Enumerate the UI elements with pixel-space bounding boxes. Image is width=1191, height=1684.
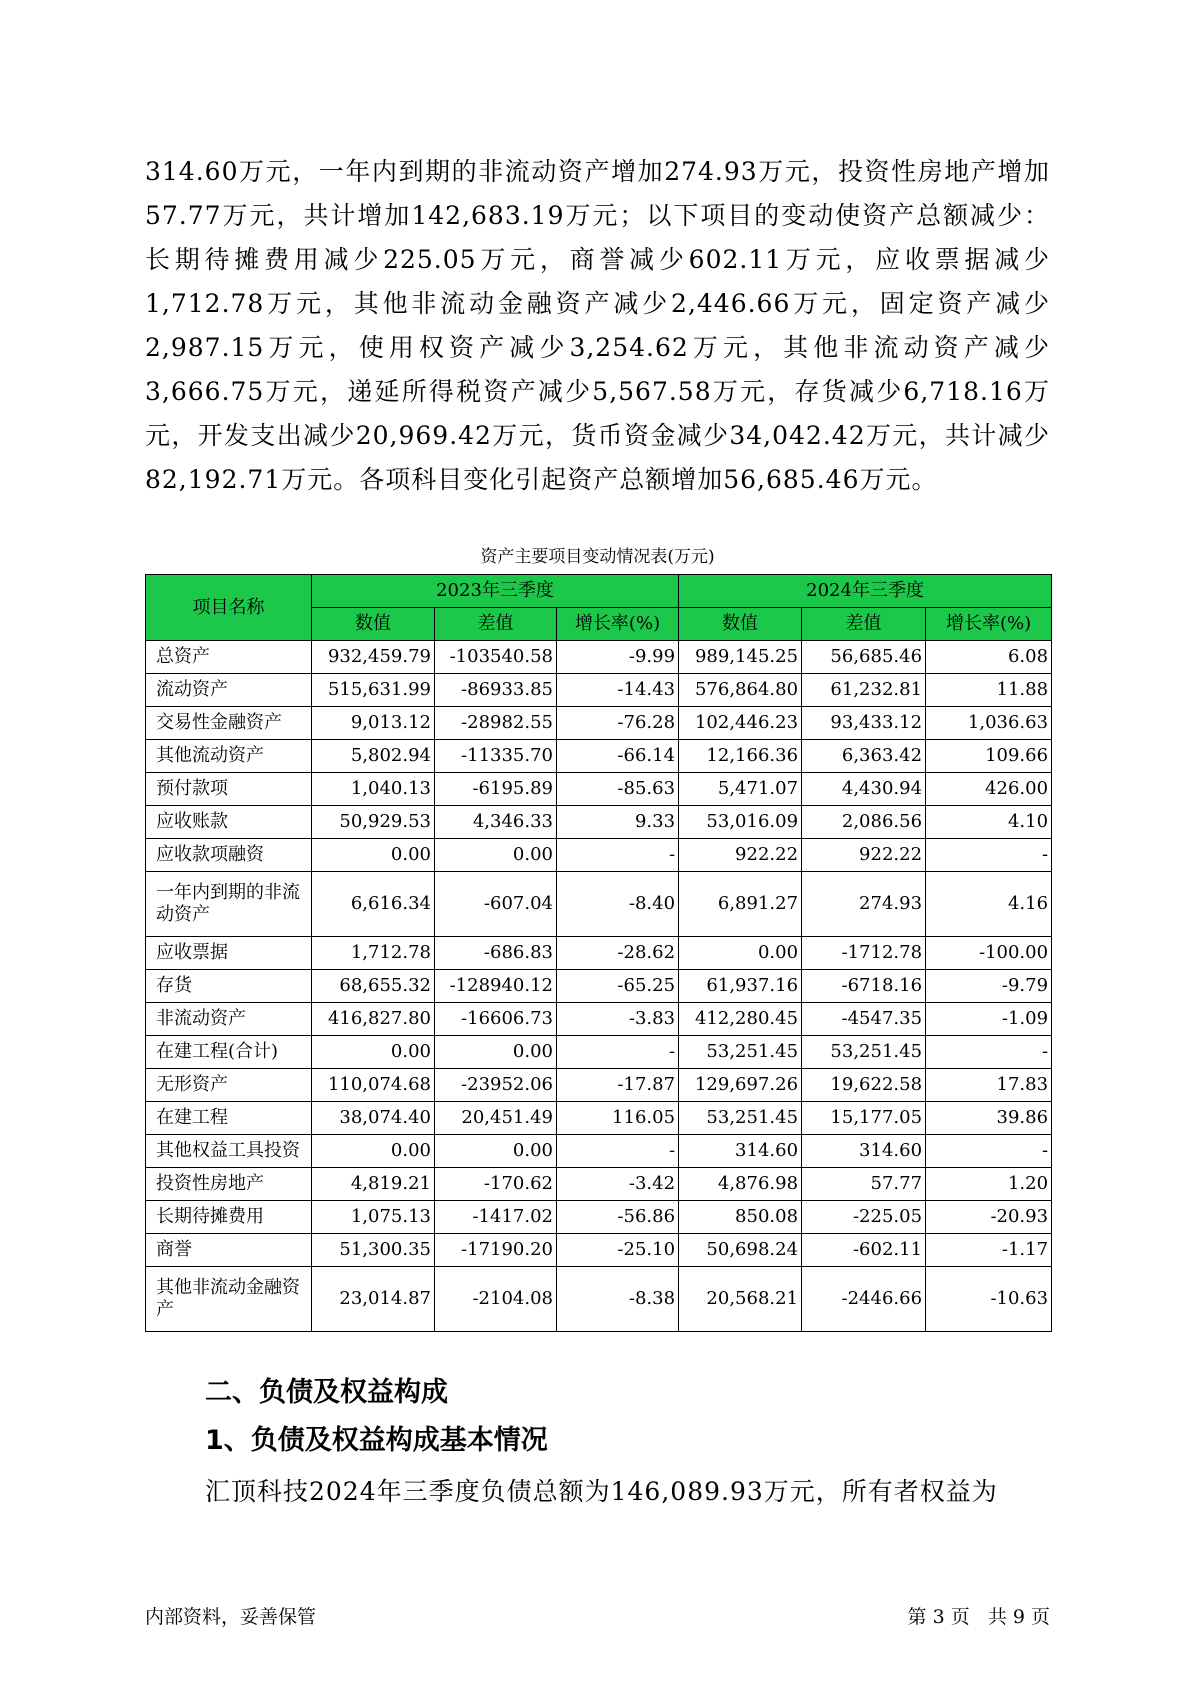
- cell-value-2024: 412,280.45: [679, 1003, 802, 1036]
- cell-diff-2024: 274.93: [802, 872, 926, 937]
- intro-paragraph: 314.60万元，一年内到期的非流动资产增加274.93万元，投资性房地产增加57.77万元，共计增加142,683.19万元；以下项目的变动使资产总额减少：长期待摊费用减少225.05万元，商誉减少602.11万元，应收票据减少1,712.78万元，其他非流动金融资产减少2,446.66万元，固定资产减少2,987.15万元，使用权资产减少3,254.62万元，其他非流动资产减少3,666.75万元，递延所得税资产减少5,567.58万元，存货减少6,718.16万元，开发支出减少20,969.42万元，货币资金减少34,042.42万元，共计减少82,192.71万元。各项科目变化引起资产总额增加56,685.46万元。: [145, 157, 1050, 494]
- table-row: [146, 707, 1052, 740]
- row-item-name: 在建工程(合计): [146, 1036, 312, 1069]
- cell-value-2023: 5,802.94: [312, 740, 435, 773]
- cell-value-2024: 53,251.45: [679, 1102, 802, 1135]
- cell-diff-2024: 4,430.94: [802, 773, 926, 806]
- cell-diff-2023: -607.04: [435, 872, 557, 937]
- section-heading: 二、负债及权益构成: [205, 1377, 448, 1408]
- cell-growth-2023: -85.63: [557, 773, 679, 806]
- subsection-heading: 1、负债及权益构成基本情况: [205, 1425, 548, 1456]
- asset-changes-table: [145, 574, 1052, 1332]
- cell-diff-2023: 20,451.49: [435, 1102, 557, 1135]
- cell-diff-2024: -225.05: [802, 1201, 926, 1234]
- cell-value-2024: 314.60: [679, 1135, 802, 1168]
- cell-value-2024: 6,891.27: [679, 872, 802, 937]
- table-row: [146, 674, 1052, 707]
- closing-paragraph: 汇顶科技2024年三季度负债总额为146,089.93万元，所有者权益为: [205, 1477, 998, 1506]
- row-item-name: 应收款项融资: [146, 839, 312, 872]
- cell-diff-2024: 53,251.45: [802, 1036, 926, 1069]
- cell-growth-2024: -: [926, 1036, 1052, 1069]
- cell-growth-2023: -76.28: [557, 707, 679, 740]
- cell-diff-2024: -6718.16: [802, 970, 926, 1003]
- cell-growth-2023: -: [557, 839, 679, 872]
- cell-value-2023: 68,655.32: [312, 970, 435, 1003]
- row-item-name: 其他权益工具投资: [146, 1135, 312, 1168]
- cell-diff-2024: 93,433.12: [802, 707, 926, 740]
- row-item-name: 非流动资产: [146, 1003, 312, 1036]
- cell-value-2023: 38,074.40: [312, 1102, 435, 1135]
- row-item-name: 总资产: [146, 641, 312, 674]
- cell-diff-2023: 0.00: [435, 1036, 557, 1069]
- cell-diff-2023: -28982.55: [435, 707, 557, 740]
- row-item-name: 应收账款: [146, 806, 312, 839]
- cell-diff-2023: 0.00: [435, 839, 557, 872]
- cell-value-2024: 50,698.24: [679, 1234, 802, 1267]
- cell-diff-2024: 314.60: [802, 1135, 926, 1168]
- subheader-growth-2024: 增长率(%): [926, 608, 1052, 641]
- table-row: [146, 1168, 1052, 1201]
- cell-growth-2023: -25.10: [557, 1234, 679, 1267]
- table-row: [146, 937, 1052, 970]
- cell-diff-2023: -11335.70: [435, 740, 557, 773]
- cell-value-2023: 6,616.34: [312, 872, 435, 937]
- cell-growth-2024: 109.66: [926, 740, 1052, 773]
- header-period-2023: 2023年三季度: [312, 575, 679, 608]
- cell-diff-2023: -170.62: [435, 1168, 557, 1201]
- cell-growth-2024: 1,036.63: [926, 707, 1052, 740]
- subheader-diff-2024: 差值: [802, 608, 926, 641]
- cell-diff-2023: -1417.02: [435, 1201, 557, 1234]
- cell-diff-2024: 922.22: [802, 839, 926, 872]
- cell-value-2023: 50,929.53: [312, 806, 435, 839]
- cell-growth-2023: -3.83: [557, 1003, 679, 1036]
- row-item-name: 商誉: [146, 1234, 312, 1267]
- cell-diff-2024: 2,086.56: [802, 806, 926, 839]
- header-item-name: 项目名称: [146, 575, 312, 641]
- cell-diff-2024: 57.77: [802, 1168, 926, 1201]
- row-item-name: 预付款项: [146, 773, 312, 806]
- cell-value-2024: 850.08: [679, 1201, 802, 1234]
- row-item-name: 投资性房地产: [146, 1168, 312, 1201]
- cell-value-2023: 0.00: [312, 1135, 435, 1168]
- subheader-value-2023: 数值: [312, 608, 435, 641]
- cell-diff-2024: 56,685.46: [802, 641, 926, 674]
- table-row: [146, 1069, 1052, 1102]
- cell-diff-2023: -2104.08: [435, 1267, 557, 1332]
- cell-diff-2023: -23952.06: [435, 1069, 557, 1102]
- footer-confidential-note: 内部资料，妥善保管: [145, 1606, 317, 1628]
- table-row: [146, 806, 1052, 839]
- cell-growth-2023: -66.14: [557, 740, 679, 773]
- table-row: [146, 1267, 1052, 1332]
- cell-value-2023: 23,014.87: [312, 1267, 435, 1332]
- cell-growth-2023: -56.86: [557, 1201, 679, 1234]
- cell-value-2023: 1,075.13: [312, 1201, 435, 1234]
- table-row: [146, 1036, 1052, 1069]
- cell-growth-2023: -: [557, 1135, 679, 1168]
- cell-value-2023: 0.00: [312, 839, 435, 872]
- cell-value-2024: 922.22: [679, 839, 802, 872]
- cell-diff-2023: -128940.12: [435, 970, 557, 1003]
- table-row: [146, 740, 1052, 773]
- cell-growth-2023: 116.05: [557, 1102, 679, 1135]
- cell-growth-2023: -28.62: [557, 937, 679, 970]
- table-row: [146, 773, 1052, 806]
- cell-value-2024: 576,864.80: [679, 674, 802, 707]
- cell-growth-2024: 4.10: [926, 806, 1052, 839]
- table-row: [146, 1234, 1052, 1267]
- subheader-value-2024: 数值: [679, 608, 802, 641]
- cell-value-2023: 9,013.12: [312, 707, 435, 740]
- table-row: [146, 1003, 1052, 1036]
- cell-growth-2024: -1.09: [926, 1003, 1052, 1036]
- cell-growth-2024: -10.63: [926, 1267, 1052, 1332]
- cell-diff-2023: -686.83: [435, 937, 557, 970]
- cell-growth-2023: -: [557, 1036, 679, 1069]
- header-period-2024: 2024年三季度: [679, 575, 1052, 608]
- cell-growth-2024: -9.79: [926, 970, 1052, 1003]
- cell-value-2023: 1,040.13: [312, 773, 435, 806]
- row-item-name: 应收票据: [146, 937, 312, 970]
- row-item-name: 长期待摊费用: [146, 1201, 312, 1234]
- cell-diff-2024: 19,622.58: [802, 1069, 926, 1102]
- table-row: [146, 872, 1052, 937]
- cell-value-2023: 416,827.80: [312, 1003, 435, 1036]
- cell-diff-2024: 61,232.81: [802, 674, 926, 707]
- cell-growth-2024: -20.93: [926, 1201, 1052, 1234]
- cell-value-2024: 4,876.98: [679, 1168, 802, 1201]
- row-item-name: 其他流动资产: [146, 740, 312, 773]
- cell-value-2024: 102,446.23: [679, 707, 802, 740]
- cell-growth-2024: 426.00: [926, 773, 1052, 806]
- table-row: [146, 1201, 1052, 1234]
- cell-value-2023: 932,459.79: [312, 641, 435, 674]
- cell-value-2024: 20,568.21: [679, 1267, 802, 1332]
- footer-page-number: 第 3 页 共 9 页: [907, 1606, 1050, 1628]
- cell-value-2024: 53,251.45: [679, 1036, 802, 1069]
- cell-growth-2024: 17.83: [926, 1069, 1052, 1102]
- cell-value-2023: 110,074.68: [312, 1069, 435, 1102]
- cell-growth-2024: -1.17: [926, 1234, 1052, 1267]
- row-item-name: 一年内到期的非流动资产: [146, 872, 312, 937]
- cell-diff-2023: -103540.58: [435, 641, 557, 674]
- cell-growth-2024: 11.88: [926, 674, 1052, 707]
- cell-diff-2023: -86933.85: [435, 674, 557, 707]
- cell-growth-2024: 6.08: [926, 641, 1052, 674]
- cell-diff-2023: -16606.73: [435, 1003, 557, 1036]
- cell-value-2024: 0.00: [679, 937, 802, 970]
- cell-growth-2023: -8.38: [557, 1267, 679, 1332]
- cell-value-2023: 515,631.99: [312, 674, 435, 707]
- cell-growth-2023: 9.33: [557, 806, 679, 839]
- cell-value-2024: 53,016.09: [679, 806, 802, 839]
- row-item-name: 无形资产: [146, 1069, 312, 1102]
- cell-diff-2023: -17190.20: [435, 1234, 557, 1267]
- cell-growth-2024: -: [926, 1135, 1052, 1168]
- cell-value-2024: 129,697.26: [679, 1069, 802, 1102]
- cell-value-2024: 61,937.16: [679, 970, 802, 1003]
- row-item-name: 其他非流动金融资产: [146, 1267, 312, 1332]
- cell-diff-2024: -4547.35: [802, 1003, 926, 1036]
- cell-diff-2024: 15,177.05: [802, 1102, 926, 1135]
- cell-diff-2023: 0.00: [435, 1135, 557, 1168]
- cell-diff-2024: -2446.66: [802, 1267, 926, 1332]
- cell-growth-2023: -65.25: [557, 970, 679, 1003]
- cell-growth-2024: -100.00: [926, 937, 1052, 970]
- cell-value-2023: 4,819.21: [312, 1168, 435, 1201]
- row-item-name: 在建工程: [146, 1102, 312, 1135]
- cell-growth-2024: -: [926, 839, 1052, 872]
- row-item-name: 存货: [146, 970, 312, 1003]
- cell-value-2023: 1,712.78: [312, 937, 435, 970]
- table-row: [146, 1135, 1052, 1168]
- cell-growth-2023: -14.43: [557, 674, 679, 707]
- row-item-name: 交易性金融资产: [146, 707, 312, 740]
- cell-value-2024: 5,471.07: [679, 773, 802, 806]
- cell-growth-2024: 39.86: [926, 1102, 1052, 1135]
- cell-value-2023: 0.00: [312, 1036, 435, 1069]
- subheader-growth-2023: 增长率(%): [557, 608, 679, 641]
- row-item-name: 流动资产: [146, 674, 312, 707]
- cell-growth-2024: 4.16: [926, 872, 1052, 937]
- cell-growth-2023: -9.99: [557, 641, 679, 674]
- cell-value-2023: 51,300.35: [312, 1234, 435, 1267]
- cell-diff-2024: 6,363.42: [802, 740, 926, 773]
- cell-growth-2023: -17.87: [557, 1069, 679, 1102]
- subheader-diff-2023: 差值: [435, 608, 557, 641]
- cell-growth-2024: 1.20: [926, 1168, 1052, 1201]
- cell-diff-2023: -6195.89: [435, 773, 557, 806]
- cell-diff-2024: -602.11: [802, 1234, 926, 1267]
- cell-diff-2024: -1712.78: [802, 937, 926, 970]
- cell-value-2024: 989,145.25: [679, 641, 802, 674]
- table-row: [146, 970, 1052, 1003]
- cell-growth-2023: -3.42: [557, 1168, 679, 1201]
- cell-diff-2023: 4,346.33: [435, 806, 557, 839]
- table-row: [146, 641, 1052, 674]
- table-row: [146, 839, 1052, 872]
- cell-growth-2023: -8.40: [557, 872, 679, 937]
- table-caption: 资产主要项目变动情况表(万元): [480, 547, 715, 567]
- cell-value-2024: 12,166.36: [679, 740, 802, 773]
- table-row: [146, 1102, 1052, 1135]
